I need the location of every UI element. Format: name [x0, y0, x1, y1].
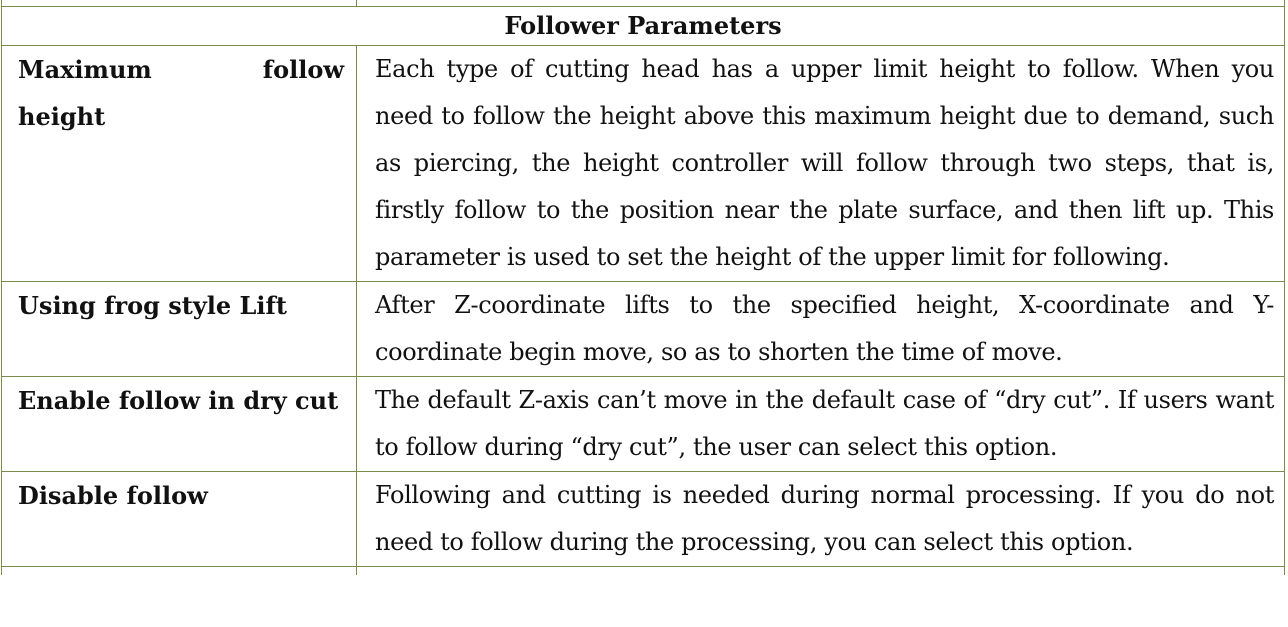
section-title: Follower Parameters	[2, 7, 1285, 46]
param-name-word: follow	[262, 55, 344, 84]
section-header-row	[2, 7, 1285, 46]
table-row	[2, 46, 1285, 282]
table-row	[2, 377, 1285, 472]
param-name-maximum-follow-height	[2, 46, 357, 282]
stub-cell-left	[2, 567, 357, 576]
param-desc-enable-follow-dry-cut: The default Z-axis can’t move in the default case of “dry cut”. If users want to follow during “dry cut”, the user can select this option.	[357, 377, 1285, 472]
param-desc-maximum-follow-height: Each type of cutting head has a upper limit height to follow. When you need to follow the height above this maximum height due to demand, such as piercing, the height controller will follow through two steps, that is, firstly follow to the position near the plate surface, and then lift up. This parameter is used to set the height of the upper limit for following.	[357, 46, 1285, 282]
stub-cell-right	[357, 567, 1285, 576]
param-name-disable-follow: Disable follow	[2, 472, 357, 567]
param-name-enable-follow-dry-cut: Enable follow in dry cut	[2, 377, 357, 472]
follower-parameters-table	[1, 0, 1285, 575]
param-name-line: height	[18, 102, 106, 131]
param-name-word: Maximum	[18, 55, 152, 84]
param-name-line	[18, 46, 344, 93]
table-row	[2, 282, 1285, 377]
param-desc-frog-style-lift: After Z-coordinate lifts to the specified height, X-coordinate and Y-coordinate begin move, so as to shorten the time of move.	[357, 282, 1285, 377]
table-row	[2, 472, 1285, 567]
param-name-frog-style-lift: Using frog style Lift	[2, 282, 357, 377]
table-bottom-stub-row	[2, 567, 1285, 576]
param-desc-disable-follow: Following and cutting is needed during normal processing. If you do not need to follow during the processing, you can select this option.	[357, 472, 1285, 567]
